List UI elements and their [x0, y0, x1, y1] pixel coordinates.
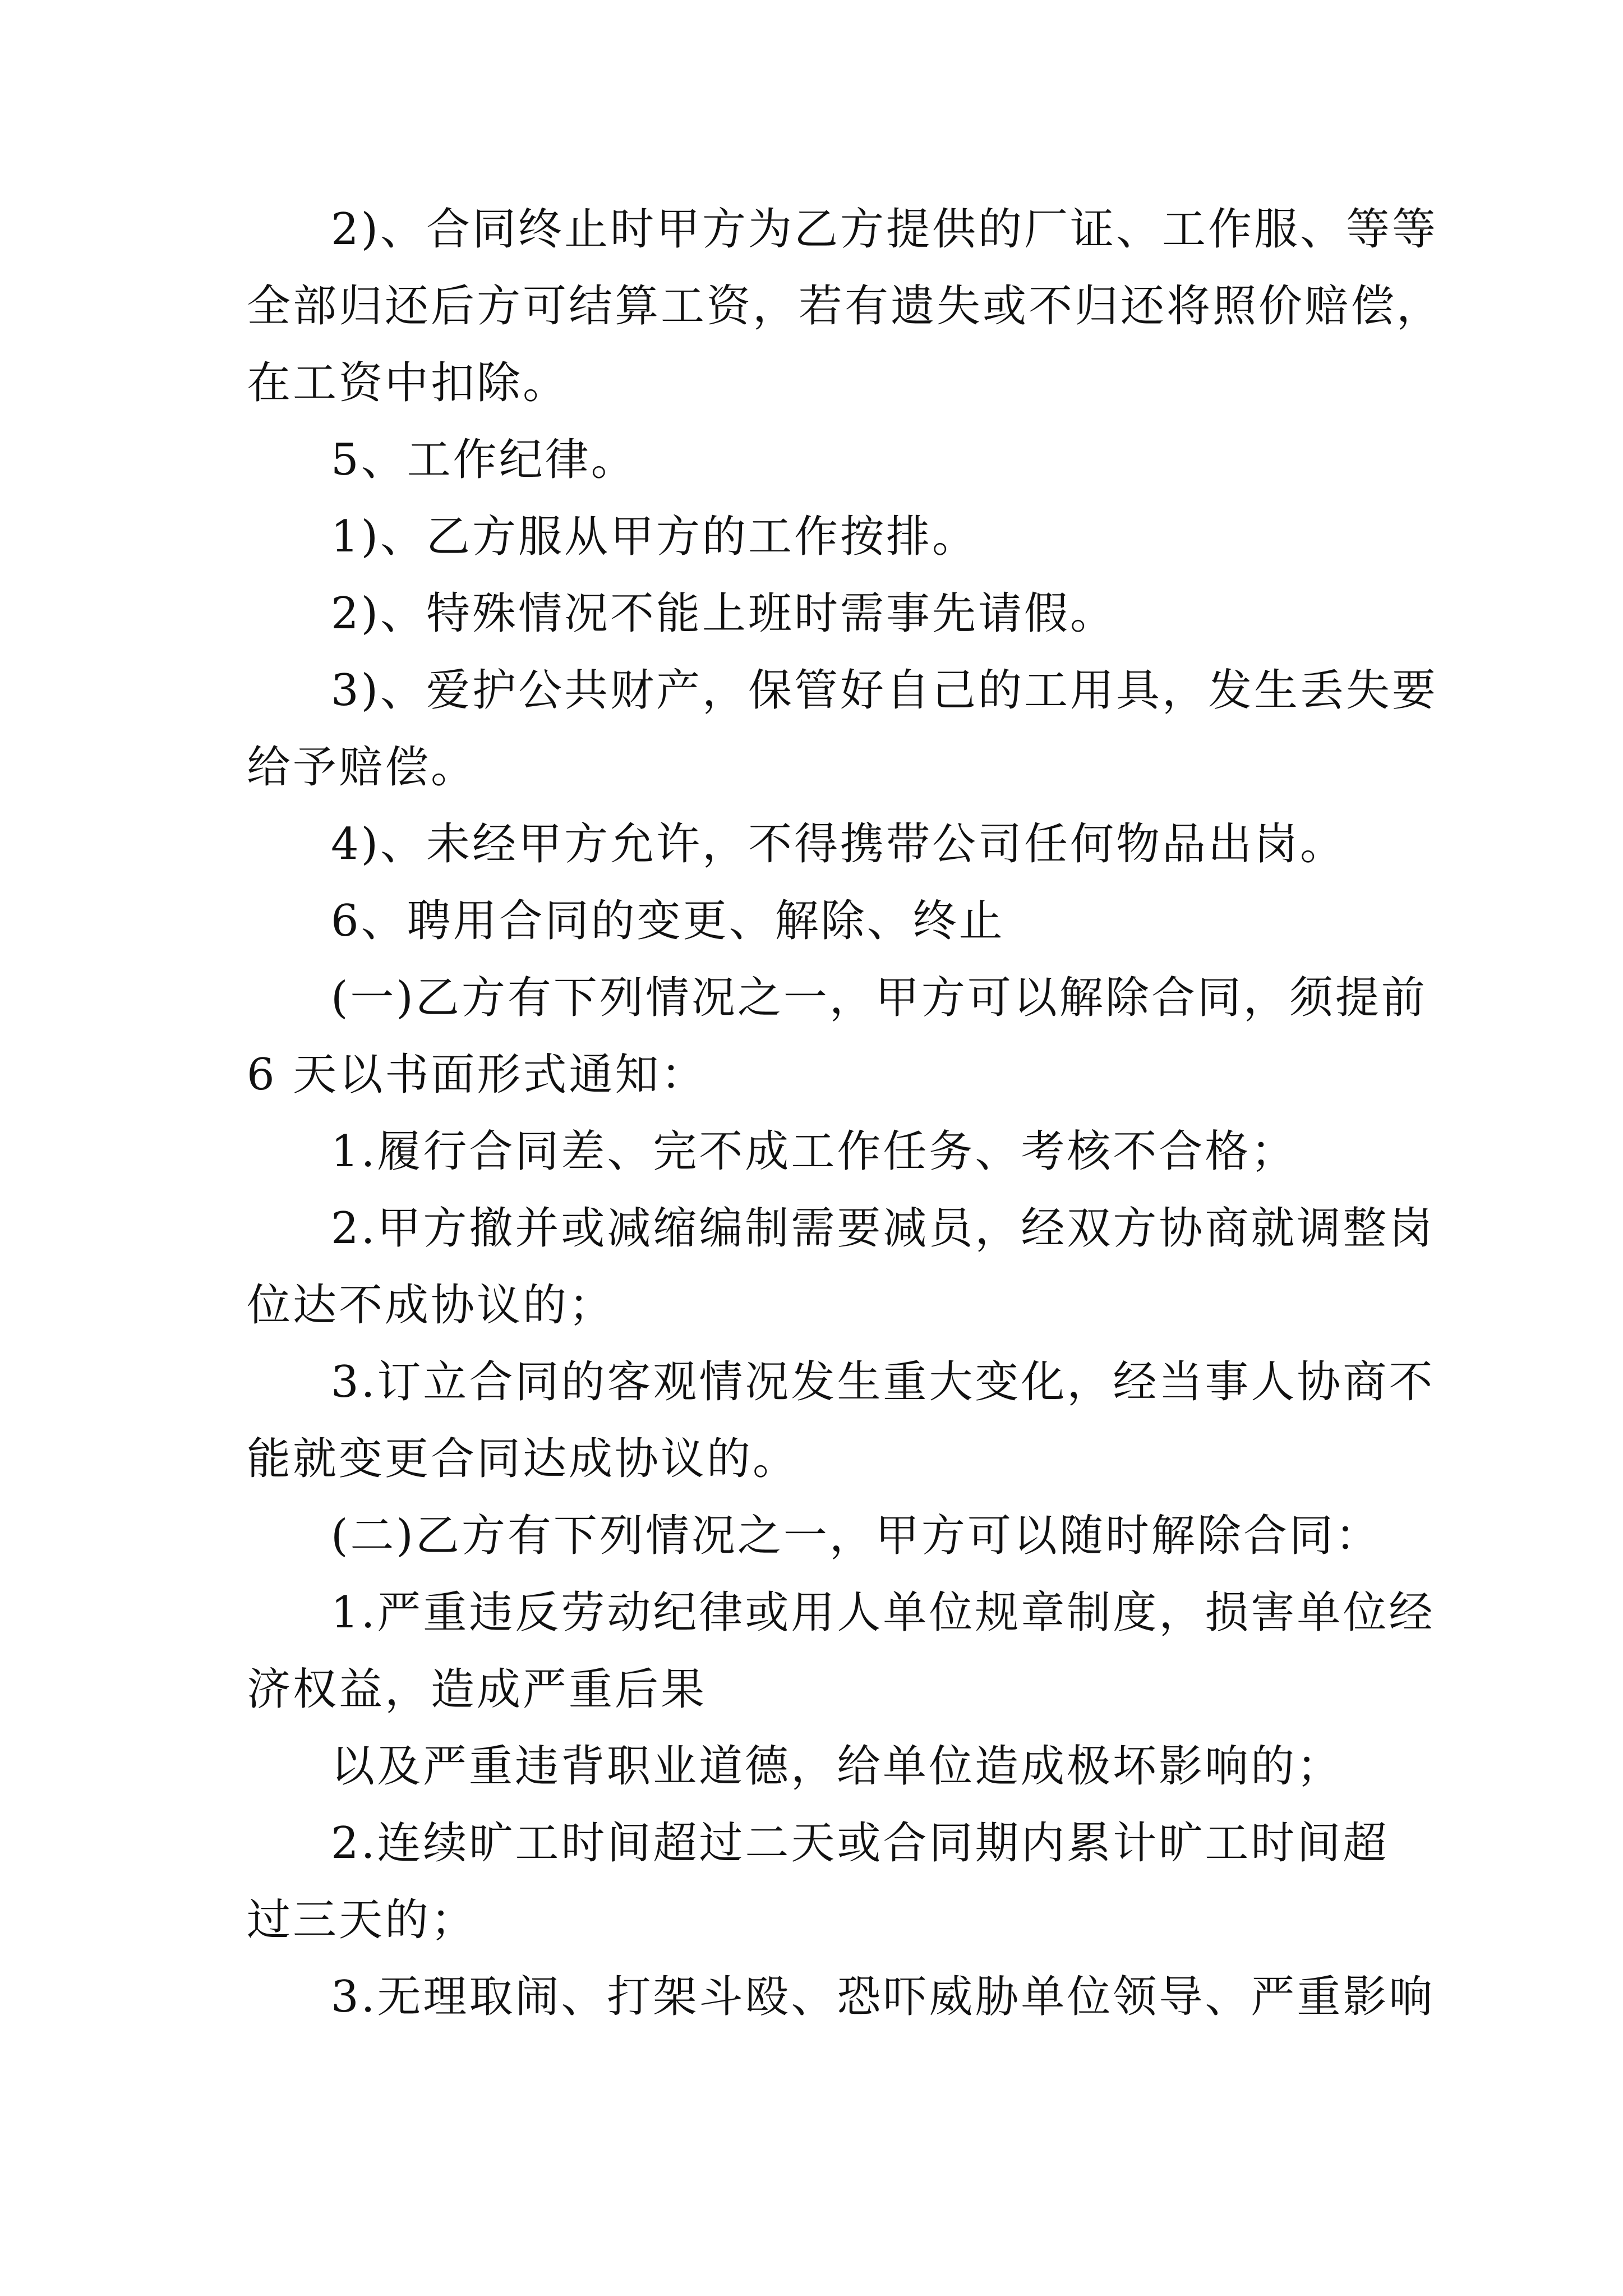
text-line: 2)、特殊情况不能上班时需事先请假。 [331, 588, 1117, 639]
text-line: 位达不成协议的； [247, 1280, 615, 1331]
text-line: 全部归还后方可结算工资，若有遗失或不归还将照价赔偿， [247, 281, 1443, 332]
section-heading: 5、工作纪律。 [331, 435, 637, 485]
text-line: 3.订立合同的客观情况发生重大变化，经当事人协商不 [331, 1357, 1435, 1407]
text-line: 1.履行合同差、完不成工作任务、考核不合格； [331, 1126, 1297, 1177]
document-body [247, 204, 1443, 2052]
text-line: (一)乙方有下列情况之一，甲方可以解除合同，须提前 [331, 973, 1427, 1023]
text-line: 给予赔偿。 [247, 742, 477, 793]
text-line: 4)、未经甲方允许，不得携带公司任何物品出岗。 [331, 819, 1347, 869]
text-line: (二)乙方有下列情况之一，甲方可以随时解除合同： [331, 1511, 1381, 1561]
text-line: 1)、乙方服从甲方的工作按排。 [331, 512, 979, 562]
text-line: 过三天的； [247, 1895, 477, 1945]
text-line: 3)、爱护公共财产，保管好自己的工用具，发生丢失要 [331, 665, 1438, 716]
text-line: 在工资中扣除。 [247, 358, 569, 408]
text-line: 1.严重违反劳动纪律或用人单位规章制度，损害单位经 [331, 1588, 1435, 1638]
text-line: 济权益，造成严重后果 [247, 1664, 707, 1715]
text-line: 6 天以书面形式通知： [247, 1050, 707, 1100]
section-heading: 6、聘用合同的变更、解除、终止 [331, 896, 1005, 946]
text-line: 3.无理取闹、打架斗殴、恐吓威胁单位领导、严重影响 [331, 1972, 1435, 2022]
text-line: 2.甲方撤并或减缩编制需要减员，经双方协商就调整岗 [331, 1203, 1435, 1254]
text-line: 2)、合同终止时甲方为乙方提供的厂证、工作服、等等 [331, 204, 1438, 255]
text-line: 以及严重违背职业道德，给单位造成极坏影响的； [331, 1741, 1343, 1792]
text-line: 2.连续旷工时间超过二天或合同期内累计旷工时间超 [331, 1818, 1389, 1869]
text-line: 能就变更合同达成协议的。 [247, 1434, 799, 1484]
